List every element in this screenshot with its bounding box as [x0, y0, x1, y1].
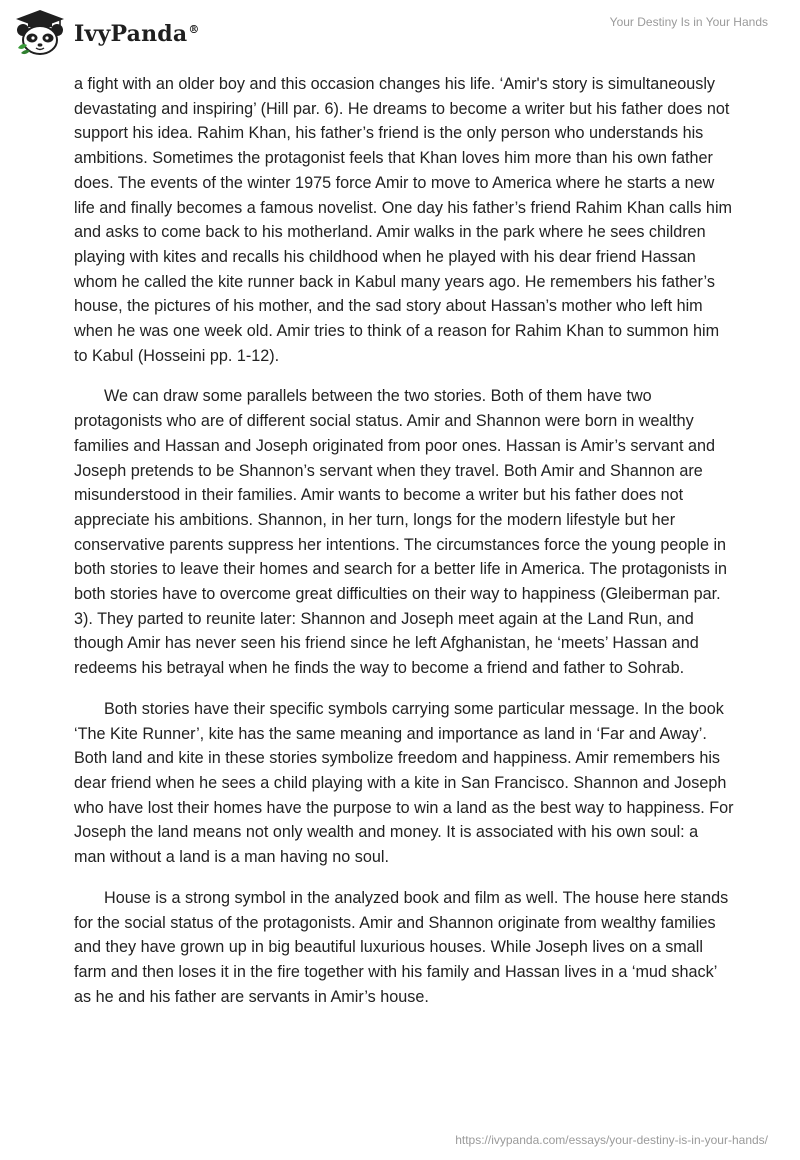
essay-body: [74, 72, 734, 1025]
source-url[interactable]: https://ivypanda.com/essays/your-destiny-is-in-your-hands/: [455, 1133, 768, 1147]
document-title: Your Destiny Is in Your Hands: [609, 15, 768, 29]
logo-text: IvyPanda®: [74, 21, 200, 47]
paragraph: We can draw some parallels between the two stories. Both of them have two protagonists who are of different social status. Amir and Shannon were born in wealthy families and Hassan and Joseph originated from poor ones. Hassan is Amir’s servant and Joseph pretends to be Shannon’s servant when they travel. Both Amir and Shannon are misunderstood in their families. Amir wants to become a writer but his father does not appreciate his ambitions. Shannon, in her turn, longs for the modern lifestyle but her conservative parents suppress her intentions. The circumstances force the young people in both stories to leave their homes and search for a better life in America. The protagonists in both stories have to overcome great difficulties on their way to happiness (Gleiberman par. 3). They parted to reunite later: Shannon and Joseph meet again at the Land Run, and though Amir has never seen his friend since he left Afghanistan, he ‘meets’ Hassan and redeems his betrayal when he finds the way to become a friend and father to Sohrab.: [74, 387, 727, 678]
paragraph: House is a strong symbol in the analyzed book and film as well. The house here stands for the social status of the protagonists. Amir and Shannon originate from wealthy families and they have grown up in big beautiful luxurious houses. While Joseph lives on a small farm and then loses it in the fire together with his family and Hassan lives in a ‘mud shack’ as he and his father are servants in Amir’s house.: [74, 888, 729, 1006]
paragraph: Both stories have their specific symbols carrying some particular message. In the book ‘The Kite Runner’, kite has the same meaning and importance as land in ‘Far and Away’. Both land and kite in these stories symbolize freedom and happiness. Amir remembers his dear friend when he sees a child playing with a kite in San Francisco. Shannon and Joseph who have lost their homes have the purpose to win a land as the best way to happiness. For Joseph the land means not only wealth and money. It is associated with his own soul: a man without a land is a man having no soul.: [74, 699, 734, 867]
logo[interactable]: [14, 8, 200, 56]
panda-graduate-icon: [14, 8, 66, 56]
page-header: [0, 0, 800, 62]
paragraph: a fight with an older boy and this occasion changes his life. ‘Amir's story is simultaneously devastating and inspiring’ (Hill par. 6). He dreams to become a writer but his father does not support his idea. Rahim Khan, his father’s friend is the only person who understands his ambitions. Sometimes the protagonist feels that Khan loves him more than his own father does. The events of the winter 1975 force Amir to move to America where he starts a new life and finally becomes a famous novelist. One day his father’s friend Rahim Khan calls him and asks to come back to his motherland. Amir walks in the park where he sees children playing with kites and recalls his childhood when he played with his dear friend Hassan whom he called the kite runner back in Kabul many years ago. He remembers his father’s house, the pictures of his mother, and the sad story about Hassan’s mother who left him when he was one week old. Amir tries to think of a reason for Rahim Khan to summon him to Kabul (Hosseini pp. 1-12).: [74, 75, 733, 365]
